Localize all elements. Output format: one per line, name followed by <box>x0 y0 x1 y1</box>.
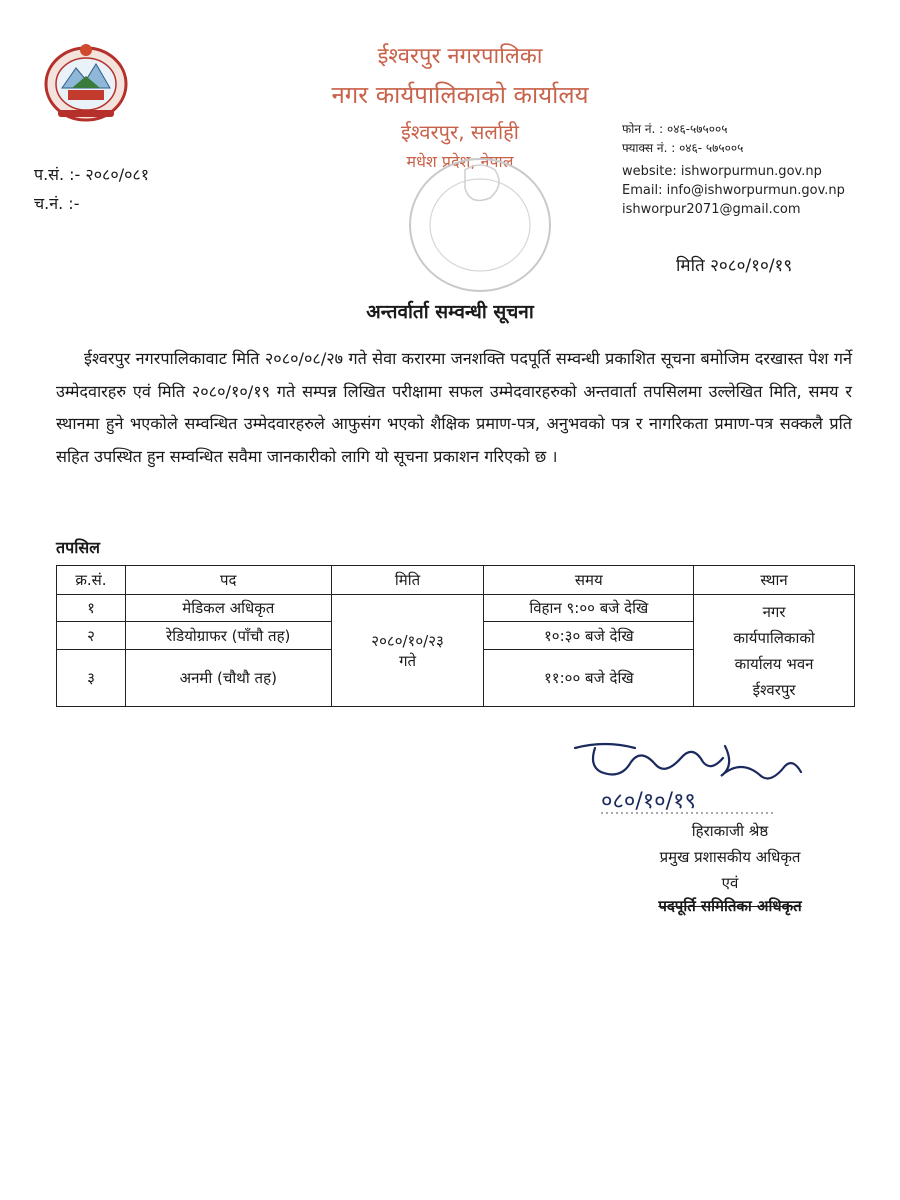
office-location: ईश्वरपुर, सर्लाही <box>401 120 519 144</box>
serial-number: १ <box>57 595 126 622</box>
fax-number: फ्याक्स नं. : ०४६- ५७५००५ <box>622 141 744 155</box>
post-name: रेडियोग्राफर (पाँचौ तह) <box>125 622 331 650</box>
table-header-row <box>57 566 855 595</box>
signatory-conjunction: एवं <box>721 874 739 892</box>
phone-number: फोन नं. : ०४६-५७५००५ <box>622 122 728 136</box>
interview-date-suffix: गते <box>399 651 417 670</box>
column-header: मिति <box>331 566 484 595</box>
signatory-name: हिराकाजी श्रेष्ठ <box>691 822 769 840</box>
signatory-role: पदपूर्ति समितिका अधिकृत <box>658 897 802 915</box>
gmail-link[interactable]: ishworpur2071@gmail.com <box>622 202 801 217</box>
column-header: क्र.सं. <box>57 566 126 595</box>
post-name: अनमी (चौथौ तह) <box>125 650 331 707</box>
office-name: नगर कार्यपालिकाको कार्यालय <box>331 81 589 109</box>
schedule-label: तपसिल <box>56 538 101 557</box>
interview-time: १०:३० बजे देखि <box>484 622 694 650</box>
signed-date: ०८०/१०/१९ <box>601 789 696 814</box>
interview-time: ११:०० बजे देखि <box>484 650 694 707</box>
venue-line: कार्यपालिकाको <box>733 628 815 647</box>
venue-cell <box>694 595 855 707</box>
column-header: पद <box>125 566 331 595</box>
serial-number: २ <box>57 622 126 650</box>
venue-line: ईश्वरपुर <box>752 680 796 699</box>
interview-schedule-table <box>56 565 855 707</box>
notice-date: मिति २०८०/१०/१९ <box>676 256 793 276</box>
notice-title: अन्तर्वार्ता सम्वन्धी सूचना <box>366 301 534 323</box>
interview-date-cell <box>331 595 484 707</box>
interview-date: २०८०/१०/२३ <box>371 631 444 650</box>
office-stamp <box>395 150 565 305</box>
website-link[interactable]: website: ishworpurmun.gov.np <box>622 164 822 179</box>
column-header: स्थान <box>694 566 855 595</box>
interview-time: विहान ९:०० बजे देखि <box>484 595 694 622</box>
table-row <box>57 595 855 622</box>
government-emblem-icon <box>38 40 134 124</box>
municipality-name: ईश्वरपुर नगरपालिका <box>377 44 543 69</box>
dispatch-number: च.नं. :- <box>34 194 80 213</box>
handwritten-signature <box>565 738 835 833</box>
notice-body: ईश्वरपुर नगरपालिकावाट मिति २०८०/०८/२७ गते सेवा करारमा जनशक्ति पदपूर्ति सम्वन्धी प्रकाशित सूचना बमोजिम दरखास्त पेश गर्ने उम्मेदवारहरु एवं मिति २०८०/१०/१९ गते सम्पन्न लिखित परीक्षामा सफल उम्मेदवारहरुको अन्तवार्ता तपसिलमा उल्लेखित मिति, समय र स्थानमा हुने भएकोले सम्वन्धित उम्मेदवारहरुले आफुसंग भएको शैक्षिक प्रमाण-पत्र, अनुभवको पत्र र नागरिकता प्रमाण-पत्र सक्कलै प्रति सहित उपस्थित हुन सम्वन्धित सवैमा जानकारीको लागि यो सूचना प्रकाशन गरिएको छ । <box>56 349 852 466</box>
venue-line: नगर <box>762 602 786 621</box>
serial-number: ३ <box>57 650 126 707</box>
column-header: समय <box>484 566 694 595</box>
signatory-designation: प्रमुख प्रशासकीय अधिकृत <box>659 848 801 866</box>
province-name: मधेश प्रदेश, नेपाल <box>406 152 514 171</box>
email-link[interactable]: Email: info@ishworpurmun.gov.np <box>622 183 845 198</box>
venue-line: कार्यालय भवन <box>734 654 814 673</box>
post-name: मेडिकल अधिकृत <box>125 595 331 622</box>
letter-reference-number: प.सं. :- २०८०/०८१ <box>34 165 150 184</box>
